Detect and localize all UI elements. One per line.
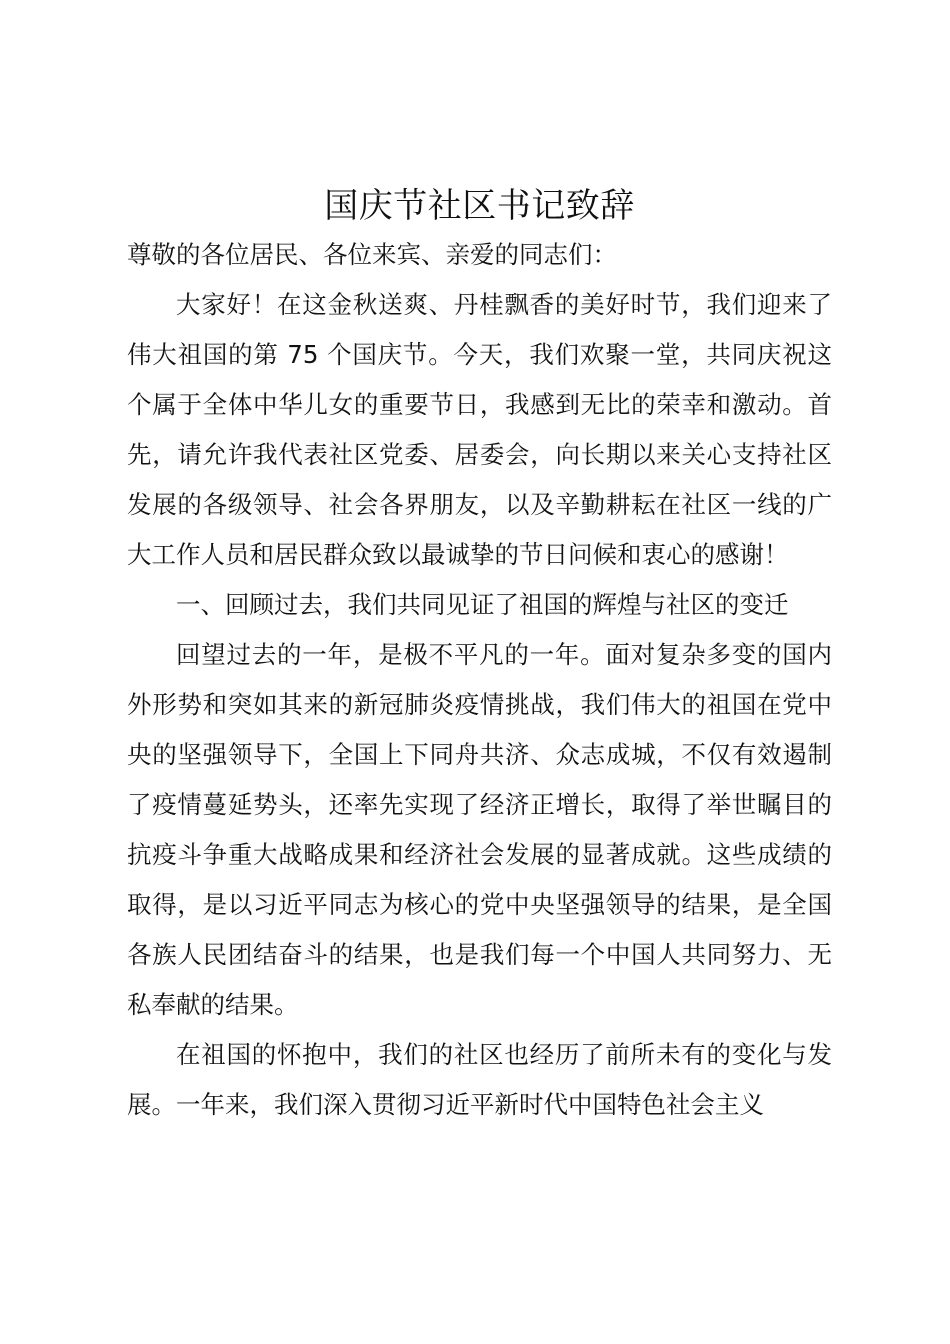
salutation: 尊敬的各位居民、各位来宾、亲爱的同志们：: [127, 240, 617, 269]
document-title: 国庆节社区书记致辞: [324, 186, 635, 226]
section-paragraph-2: 在祖国的怀抱中，我们的社区也经历了前所未有的变化与发展。一年来，我们深入贯彻习近平新时代中国特色社会主义: [127, 1040, 832, 1119]
document-page: [127, 178, 832, 1130]
opening-paragraph: 大家好！在这金秋送爽、丹桂飘香的美好时节，我们迎来了伟大祖国的第 75 个国庆节。今天，我们欢聚一堂，共同庆祝这个属于全体中华儿女的重要节日，我感到无比的荣幸和激动。首先，请允许我代表社区党委、居委会，向长期以来关心支持社区发展的各级领导、社会各界朋友，以及辛勤耕耘在社区一线的广大工作人员和居民群众致以最诚挚的节日问候和衷心的感谢！: [127, 290, 832, 569]
section-paragraph-1: 回望过去的一年，是极不平凡的一年。面对复杂多变的国内外形势和突如其来的新冠肺炎疫情挑战，我们伟大的祖国在党中央的坚强领导下，全国上下同舟共济、众志成城，不仅有效遏制了疫情蔓延势头，还率先实现了经济正增长，取得了举世瞩目的抗疫斗争重大战略成果和经济社会发展的显著成就。这些成绩的取得，是以习近平同志为核心的党中央坚强领导的结果，是全国各族人民团结奋斗的结果，也是我们每一个中国人共同努力、无私奉献的结果。: [127, 640, 832, 1019]
section-heading: 一、回顾过去，我们共同见证了祖国的辉煌与社区的变迁: [176, 590, 789, 619]
